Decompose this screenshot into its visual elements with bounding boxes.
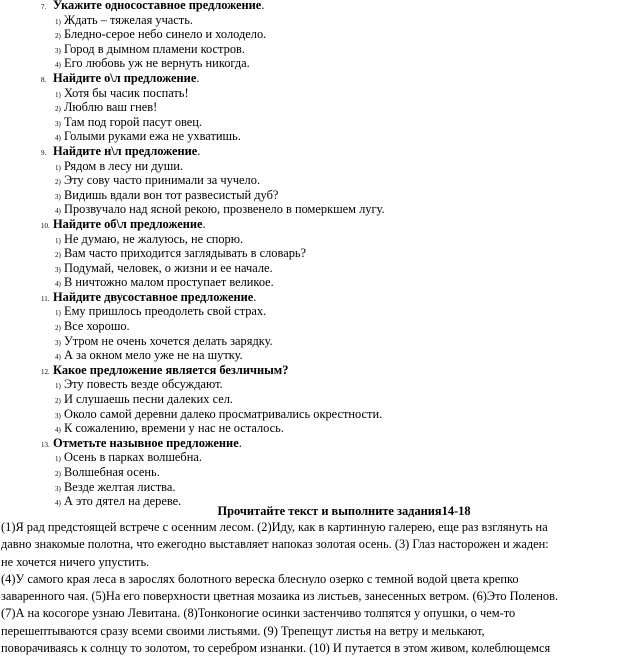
question-punctuation: . <box>196 70 200 85</box>
option-number: 3) <box>55 46 61 55</box>
question-number: 9. <box>41 148 47 157</box>
option-text: К сожалению, времени у нас не осталось. <box>64 421 284 436</box>
answer-option[interactable] <box>0 348 640 363</box>
question-number: 7. <box>41 3 47 11</box>
option-text: Видишь вдали вон тот развесистый дуб? <box>64 187 279 202</box>
answer-option[interactable] <box>0 407 640 422</box>
text-line: (4)У самого края леса в зарослях болотного вереска блеснуло озерко с темной водой цвета крепко <box>1 571 519 586</box>
option-text: Утром не очень хочется делать зарядку. <box>64 333 273 348</box>
question-number: 13. <box>41 440 50 449</box>
answer-option[interactable] <box>0 319 640 334</box>
option-number: 1) <box>55 236 61 245</box>
answer-option[interactable] <box>0 86 640 101</box>
question-title: Найдите о\л предложение <box>53 70 197 85</box>
answer-option[interactable] <box>0 275 640 290</box>
option-text: Ждать – тяжелая участь. <box>64 12 193 27</box>
option-number: 3) <box>55 192 61 201</box>
question-title: Отметьте назывное предложение <box>53 435 239 450</box>
question-title: Найдите двусоставное предложение <box>53 289 254 304</box>
reading-heading: Прочитайте текст и выполните задания14-18 <box>217 504 471 518</box>
reading-text <box>0 519 640 657</box>
option-number: 1) <box>55 17 61 26</box>
answer-option[interactable] <box>0 377 640 392</box>
question-header <box>0 144 640 159</box>
answer-option[interactable] <box>0 100 640 115</box>
option-text: А это дятел на дереве. <box>64 494 182 509</box>
question-header <box>0 436 640 451</box>
option-number: 1) <box>55 163 61 172</box>
option-number: 4) <box>55 207 61 216</box>
question-block <box>0 144 640 217</box>
answer-option[interactable] <box>0 115 640 130</box>
option-text: Голыми руками ежа не ухватишь. <box>64 129 241 144</box>
answer-option[interactable] <box>0 129 640 144</box>
text-line: поворачиваясь к солнцу то золотом, то серебром изнанки. (10) И путается в этом живом, колеблющемся <box>1 641 551 656</box>
option-text: Осень в парках волшебна. <box>64 450 202 465</box>
question-block <box>0 363 640 436</box>
option-text: Подумай, человек, о жизни и ее начале. <box>64 260 273 275</box>
option-number: 4) <box>55 426 61 435</box>
option-number: 3) <box>55 119 61 128</box>
answer-option[interactable] <box>0 392 640 407</box>
option-number: 4) <box>55 280 61 289</box>
question-number: 12. <box>41 367 50 376</box>
question-number: 11. <box>41 294 50 303</box>
answer-option[interactable] <box>0 261 640 276</box>
option-text: Город в дымном пламени костров. <box>64 41 245 56</box>
option-number: 4) <box>55 499 61 508</box>
option-text: Эту повесть везде обсуждают. <box>64 377 223 392</box>
answer-option[interactable] <box>0 304 640 319</box>
answer-option[interactable] <box>0 188 640 203</box>
answer-option[interactable] <box>0 56 640 71</box>
answer-option[interactable] <box>0 465 640 480</box>
option-text: Вам часто приходится заглядывать в словарь? <box>64 246 307 261</box>
answer-option[interactable] <box>0 202 640 217</box>
option-number: 2) <box>55 397 61 406</box>
option-text: Его любовь уж не вернуть никогда. <box>64 56 250 71</box>
option-text: Прозвучало над ясной рекою, прозвенело в померкшем лугу. <box>64 202 385 217</box>
option-number: 1) <box>55 90 61 99</box>
option-text: И слушаешь песни далеких сел. <box>64 392 234 407</box>
question-punctuation: . <box>261 0 265 12</box>
option-number: 4) <box>55 353 61 362</box>
option-number: 2) <box>55 251 61 260</box>
text-line: заваренного чая. (5)На его поверхности цветная мозаика из листьев, занесенных ветром. (6)Это Поленов. <box>1 589 559 604</box>
answer-option[interactable] <box>0 42 640 57</box>
text-line: давно знакомые полотна, что ежегодно выставляет напоказ золотая осень. (3) Глаз насторожен и жаден: <box>1 537 549 552</box>
answer-option[interactable] <box>0 450 640 465</box>
answer-option[interactable] <box>0 480 640 495</box>
answer-option[interactable] <box>0 159 640 174</box>
option-text: Не думаю, не жалуюсь, не спорю. <box>64 231 244 246</box>
option-text: Хотя бы часик поспать! <box>64 85 189 100</box>
answer-option[interactable] <box>0 421 640 436</box>
option-number: 4) <box>55 134 61 143</box>
answer-option[interactable] <box>0 27 640 42</box>
text-line: (1)Я рад предстоящей встрече с осенним лесом. (2)Иду, как в картинную галерею, еще раз взглянуть на <box>1 520 548 534</box>
option-number: 2) <box>55 178 61 187</box>
answer-option[interactable] <box>0 246 640 261</box>
option-text: Бледно-серое небо синело и холодело. <box>64 27 267 42</box>
option-number: 1) <box>55 309 61 318</box>
question-title: Укажите односоставное предложение <box>53 0 262 12</box>
question-number: 10. <box>41 221 50 230</box>
option-number: 2) <box>55 324 61 333</box>
question-header <box>0 217 640 232</box>
question-header <box>0 0 640 13</box>
option-number: 4) <box>55 61 61 70</box>
question-title: Найдите н\л предложение <box>53 143 198 158</box>
question-punctuation: . <box>197 143 201 158</box>
reading-section <box>0 504 640 657</box>
option-text: В ничтожно малом проступает великое. <box>64 275 274 290</box>
option-number: 3) <box>55 265 61 274</box>
option-text: Около самой деревни далеко просматривались окрестности. <box>64 406 383 421</box>
question-header <box>0 71 640 86</box>
option-number: 2) <box>55 32 61 41</box>
question-block <box>0 290 640 363</box>
question-number: 8. <box>41 75 47 84</box>
option-number: 1) <box>55 455 61 464</box>
option-number: 3) <box>55 484 61 493</box>
answer-option[interactable] <box>0 173 640 188</box>
question-block <box>0 71 640 144</box>
text-line: не хочется ничего упустить. <box>1 554 150 569</box>
option-text: Волшебная осень. <box>64 465 160 479</box>
answer-option[interactable] <box>0 334 640 349</box>
option-text: Ему пришлось преодолеть свой страх. <box>64 304 267 319</box>
option-text: Эту сову часто принимали за чучело. <box>64 173 261 188</box>
question-title: Найдите об\л предложение <box>53 216 203 231</box>
question-block <box>0 0 640 71</box>
question-punctuation: . <box>253 289 257 304</box>
question-block <box>0 436 640 509</box>
text-line: перешептываются сразу всеми своими листьями. (9) Трепещут листья на ветру и мелькают, <box>1 623 485 638</box>
option-text: А за окном мело уже не на шутку. <box>64 348 243 363</box>
option-text: Везде желтая листва. <box>64 479 176 494</box>
question-punctuation: . <box>202 216 206 231</box>
question-header <box>0 290 640 305</box>
text-line: (7)А на косогоре узнаю Левитана. (8)Тонконогие осинки застенчиво толпятся у опушки, о чем-то <box>1 606 516 621</box>
option-number: 2) <box>55 470 61 478</box>
question-header <box>0 363 640 378</box>
answer-option[interactable] <box>0 232 640 247</box>
option-text: Люблю ваш гнев! <box>64 100 158 115</box>
answer-option[interactable] <box>0 13 640 28</box>
option-text: Рядом в лесу ни души. <box>64 158 184 173</box>
option-number: 3) <box>55 411 61 420</box>
option-number: 3) <box>55 338 61 347</box>
question-title: Какое предложение является безличным? <box>53 362 289 377</box>
option-text: Там под горой пасут овец. <box>64 114 203 129</box>
option-number: 1) <box>55 382 61 391</box>
option-number: 2) <box>55 105 61 114</box>
question-punctuation: . <box>238 435 242 450</box>
question-block <box>0 217 640 290</box>
option-text: Все хорошо. <box>64 319 130 334</box>
